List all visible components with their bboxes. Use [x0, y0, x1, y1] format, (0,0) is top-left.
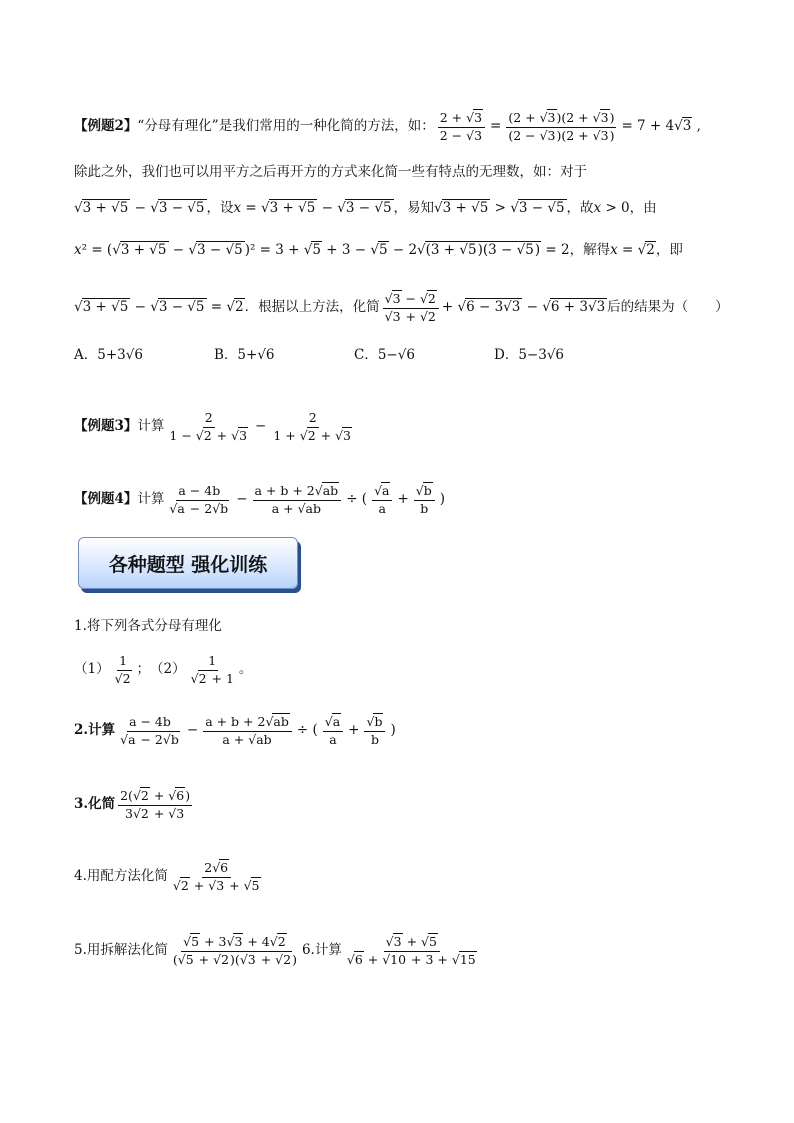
- example3: 【例题3】 计算 $\frac{2}{1 - √ 2 + √ 3}$ − $\frac{2}{1 + √ 2 + √ 3}$: [74, 412, 714, 442]
- option-d[interactable]: D．5−3√6: [494, 347, 565, 363]
- text: ； （2）: [136, 661, 186, 678]
- fraction: √ $\frac{5 + 3√ 3 + 4√ 2}{(√ 5 + √ 2)(√ 3 + √ 2)}$: [171, 936, 299, 966]
- text: 计算: [137, 491, 165, 508]
- text: ，即: [655, 242, 683, 258]
- text: ，解得: [569, 242, 611, 258]
- fraction: 2√ 6 √ 2 + √ 3 + √ 5: [171, 862, 263, 892]
- section-banner: 各种题型 强化训练: [78, 537, 298, 589]
- exercise-1-title: 1.将下列各式分母有理化: [74, 618, 222, 634]
- fraction: $\frac{2(√ 2 + √ 6)}{3√ 2 + √ 3}$: [118, 790, 192, 820]
- fraction: √ 3 + √ 5 √ 6 + √ 10 + 3 + √ 15: [345, 936, 479, 966]
- fraction: $\frac{(2 + √ 3)(2 + √ 3)}{(2 - √ 3)(2 + √ 3)}$: [506, 112, 616, 142]
- text: 。: [238, 661, 253, 678]
- text: 2.计算: [74, 722, 116, 739]
- fraction: $\frac{2}{1 + √ 2 + √ 3}$: [271, 412, 354, 442]
- text: ，设: [206, 200, 234, 216]
- example4: 【例题4】 计算 a − 4b √ a − 2√ b − $\frac{a + b + 2√ ab}{a + √ ab}$ ÷ ( √ $\frac{a}{a}$ + √ $\frac{b}{b}$ ): [74, 485, 714, 515]
- option-b[interactable]: B．5+√6: [214, 347, 275, 363]
- fraction: √ 3 − √ 2 √ 3 + √ 2: [383, 293, 439, 323]
- text: 计算: [137, 418, 165, 435]
- text: 6.计算: [301, 942, 342, 959]
- option-a[interactable]: A．5+3√6: [74, 347, 143, 363]
- example2-line4: x² = (√ 3 + √ 5 − √ 3 − √ 5 )² = 3 + √ 5 + 3 − √ 5 − 2√ (3 + √ 5)(3 − √ 5) = 2 ，解得 x = √ 2 ，即: [74, 244, 714, 258]
- text: 后的结果为（ ）: [607, 299, 729, 316]
- fraction: 1 √ 2: [113, 655, 134, 685]
- exercise-2: 2.计算 a − 4b √ a − 2√ b − $\frac{a + b + 2√ ab}{a + √ ab}$ ÷ ( √ $\frac{a}{a}$ + √ $\frac{b}{b}$ ): [74, 716, 714, 746]
- text: 4.用配方法化简: [74, 868, 168, 885]
- exercise-3: [74, 790, 714, 820]
- fraction: a − 4b √ a − 2√ b: [118, 716, 182, 746]
- example2-line3: √ 3 + √ 5 − √ 3 − √ 5 ，设 x = √ 3 + √ 5 − √ 3 − √ 5 ，易知 √ 3 + √ 5 > √ 3 − √ 5 ，故 x > 0 ，由: [74, 202, 714, 216]
- fraction: a − 4b √ a − 2√ b: [167, 485, 231, 515]
- example3-tag: 【例题3】: [74, 418, 138, 435]
- fraction: √ $\frac{a}{a}$: [372, 485, 392, 515]
- exercise-5-6: [74, 936, 714, 966]
- text: 5.用拆解法化简: [74, 942, 168, 959]
- text: ，易知: [393, 200, 435, 216]
- text: ．根据以上方法，化简: [244, 299, 380, 316]
- example4-tag: 【例题4】: [74, 491, 138, 508]
- fraction: 1 √ 2 + 1: [189, 655, 236, 685]
- example2-line2: 除此之外，我们也可以用平方之后再开方的方式来化简一些有特点的无理数，如：对于: [74, 164, 587, 180]
- fraction: √ $\frac{b}{b}$: [364, 716, 385, 746]
- text: ，由: [629, 200, 657, 216]
- fraction: $\frac{a + b + 2√ ab}{a + √ ab}$: [253, 485, 342, 515]
- text: ，故: [566, 200, 594, 216]
- fraction: $\frac{2}{1 - √ 2 + √ 3}$: [167, 412, 250, 442]
- exercise-1-parts: [74, 655, 714, 685]
- option-c[interactable]: C．5−√6: [354, 347, 415, 363]
- example2-tag: 【例题2】: [74, 118, 138, 135]
- fraction: $\frac{2 + √ 3}{2 - √ 3}$: [438, 112, 485, 142]
- text: （1）: [74, 661, 110, 678]
- fraction: √ $\frac{a}{a}$: [323, 716, 343, 746]
- exercise-4: [74, 862, 714, 892]
- example2-line1: 【例题2】 “分母有理化”是我们常用的一种化简的方法，如： $\frac{2 + √ 3}{2 - √ 3}$ = $\frac{(2 + √ 3)(2 + √ 3)}{(2 - √ 3)(2 + √ 3)}$ = 7 + 4√ 3 ,: [74, 112, 714, 142]
- answer-options: [74, 343, 714, 363]
- example2-line5: √ 3 + √ 5 − √ 3 − √ 5 = √ 2 ．根据以上方法，化简 √ 3 − √ 2 √ 3 + √ 2 + √ 6 − 3√ 3 − √ 6 + 3√ 3 后的结果为（ ）: [74, 293, 714, 323]
- text: 3.化简: [74, 796, 116, 813]
- fraction: $\frac{a + b + 2√ ab}{a + √ ab}$: [203, 716, 292, 746]
- example2-intro: “分母有理化”是我们常用的一种化简的方法，如：: [137, 118, 435, 135]
- fraction: √ $\frac{b}{b}$: [414, 485, 435, 515]
